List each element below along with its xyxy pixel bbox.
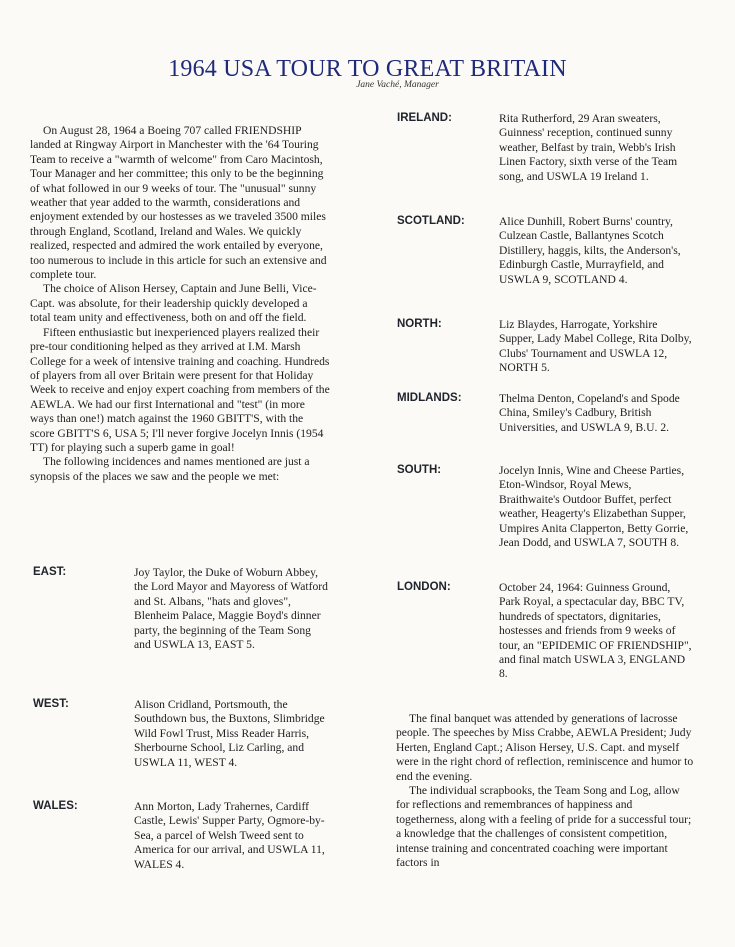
region-name: NORTH:: [397, 318, 442, 330]
intro-paragraph: The choice of Alison Hersey, Captain and June Belli, Vice-Capt. was absolute, for their leadership quickly developed a total team unity and effectiveness, both on and off the field.: [30, 282, 317, 325]
intro-paragraph: On August 28, 1964 a Boeing 707 called FRIENDSHIP landed at Ringway Airport in Manchester with the '64 Touring Team to receive a "warmth of welcome" from Caro Macintosh, Tour Manager and her committee; this only to be the beginning of what followed in our 9 weeks of tour. The "unusual" sunny weather that year added to the warmth, considerations and enjoyment extended by our hostesses as we traveled 3500 miles through England, Scotland, Ireland and Wales. We quickly realized, respected and admired the work entailed by everyone, too numerous to include in this article for such an extensive and complete tour.: [30, 124, 327, 282]
region-name: WALES:: [33, 800, 78, 812]
region-name: SOUTH:: [397, 464, 442, 476]
region-details: Ann Morton, Lady Trahernes, Cardiff Castle, Lewis' Supper Party, Ogmore-by-Sea, a parcel of Welsh Tweed sent to America for our arrival, and USWLA 11, WALES 4.: [134, 800, 325, 871]
region-details: Thelma Denton, Copeland's and Spode China, Smiley's Cadbury, British Universities, and USWLA 9, B.U. 2.: [499, 392, 680, 434]
closing-paragraph: The individual scrapbooks, the Team Song and Log, allow for reflections and remembrances of happiness and togetherness, along with a feeling of pride for a successful tour; a knowledge that the challenges of consistent competition, intense training and concentrated coaching were important factors in: [396, 784, 692, 870]
closing-paragraph: The final banquet was attended by generations of lacrosse people. The speeches by Miss Crabbe, AEWLA President; Judy Herten, England Capt.; Alison Hersey, U.S. Capt. and myself were in the right chord of reflection, reminiscence and humor to end the evening.: [396, 712, 694, 783]
region-details: Joy Taylor, the Duke of Woburn Abbey, the Lord Mayor and Mayoress of Watford and St. Albans, "hats and gloves", Blenheim Palace, Maggie Boyd's dinner party, the beginning of the Team Song and USWLA 13, EAST 5.: [134, 566, 328, 652]
region-details: Alison Cridland, Portsmouth, the Southdown bus, the Buxtons, Slimbridge Wild Fowl Trust, Miss Reader Harris, Sherbourne School, Liz Carling, and USWLA 11, WEST 4.: [134, 698, 325, 769]
region-details: Liz Blaydes, Harrogate, Yorkshire Supper, Lady Mabel College, Rita Dolby, Clubs' Tournament and USWLA 12, NORTH 5.: [499, 318, 692, 375]
article-byline: Jane Vaché, Manager: [356, 80, 439, 90]
region-details: Alice Dunhill, Robert Burns' country, Culzean Castle, Ballantynes Scotch Distillery, haggis, kilts, the Anderson's, Edinburgh Castle, Murrayfield, and USWLA 9, SCOTLAND 4.: [499, 215, 681, 286]
intro-paragraph: The following incidences and names mentioned are just a synopsis of the places we saw and the people we met:: [30, 455, 310, 483]
closing-text: [396, 712, 696, 870]
intro-text: [30, 124, 330, 484]
region-details: Rita Rutherford, 29 Aran sweaters, Guinness' reception, continued sunny weather, Belfast by train, Webb's Irish Linen Factory, sixth verse of the Team song, and USWLA 19 Ireland 1.: [499, 112, 678, 183]
region-name: MIDLANDS:: [397, 392, 462, 404]
article-title: 1964 USA TOUR TO GREAT BRITAIN: [168, 56, 567, 82]
region-name: WEST:: [33, 698, 69, 710]
region-name: LONDON:: [397, 581, 451, 593]
region-name: IRELAND:: [397, 112, 452, 124]
region-name: SCOTLAND:: [397, 215, 465, 227]
region-details: October 24, 1964: Guinness Ground, Park Royal, a spectacular day, BBC TV, hundreds of spectators, dignitaries, hostesses and friends from 9 weeks of tour, an "EPIDEMIC OF FRIENDSHIP", and final match USWLA 3, ENGLAND 8.: [499, 581, 692, 681]
region-name: EAST:: [33, 566, 67, 578]
region-details: Jocelyn Innis, Wine and Cheese Parties, Eton-Windsor, Royal Mews, Braithwaite's Outdoor Buffet, perfect weather, Heagerty's Elizabethan Supper, Umpires Anita Clapperton, Betty Gorrie, Jean Dodd, and USWLA 7, SOUTH 8.: [499, 464, 689, 550]
intro-paragraph: Fifteen enthusiastic but inexperienced players realized their pre-tour conditioning helped as they arrived at I.M. Marsh College for a week of intensive training and coaching. Hundreds of players from all over Britain were present for that Holiday Week to receive and enjoy expert coaching from members of the AEWLA. We had our first International and "test" (in more ways than one!) match against the 1960 GBITT'S, with the score GBITT'S 6, USA 5; I'll never forgive Jocelyn Innis (1954 TT) for playing such a superb game in goal!: [30, 325, 330, 454]
